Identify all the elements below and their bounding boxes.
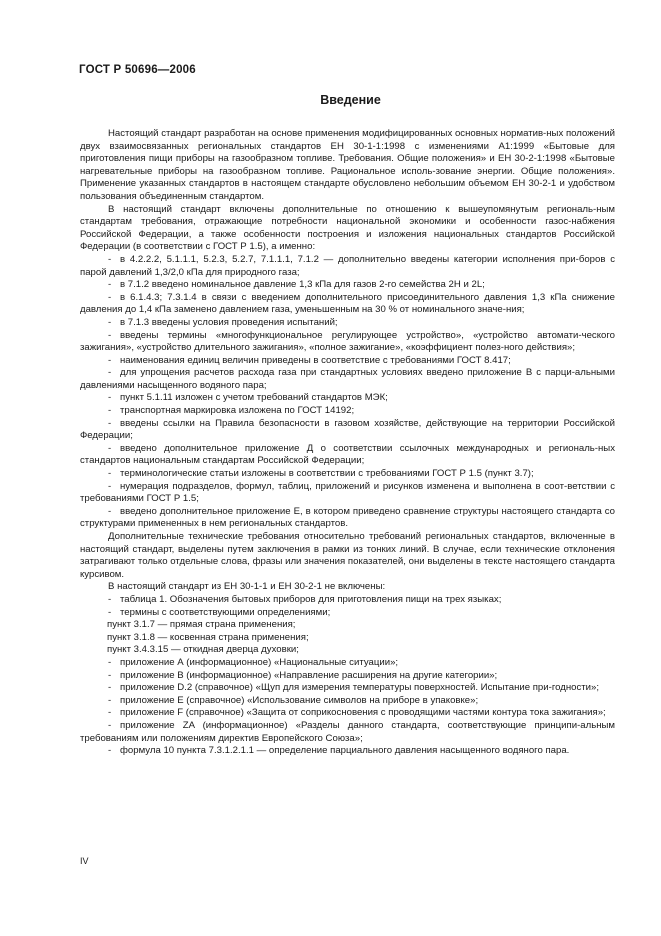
list-item-text: наименования единиц величин приведены в соответствие с требованиями ГОСТ 8.417;	[120, 354, 511, 366]
list-item	[80, 292, 615, 317]
list-dash: -	[108, 593, 112, 605]
list-item-text: таблица 1. Обозначения бытовых приборов для приготовления пищи на трех языках;	[120, 593, 502, 605]
list-item-text: приложение Е (справочное) «Использование символов на приборе в упаковке»;	[120, 694, 479, 706]
list-dash: -	[108, 480, 112, 492]
list-dash: -	[108, 745, 112, 757]
list-dash: -	[108, 405, 112, 417]
list-item	[80, 745, 615, 758]
list-item-text: в 7.1.3 введены условия проведения испытаний;	[120, 316, 338, 328]
list-item-text: пункт 5.1.11 изложен с учетом требований стандартов МЭК;	[120, 392, 388, 404]
list-dash: -	[108, 354, 112, 366]
list-item	[80, 468, 615, 481]
list-item	[80, 720, 615, 745]
list-dash: -	[108, 367, 112, 379]
list-item-text: в 7.1.2 введено номинальное давление 1,3 кПа для газов 2-го семейства 2Н и 2L;	[120, 279, 485, 291]
list-item	[80, 279, 615, 292]
list-item-text: термины с соответствующими определениями;	[120, 606, 331, 618]
list-item-text: приложение F (справочное) «Защита от соприкосновения с проводящими частями контура тока зажигания»;	[120, 707, 606, 719]
list-item	[80, 695, 615, 708]
paragraph: В настоящий стандарт включены дополнительные по отношению к вышеупомянутым региональ-ным стандартам требования, отражающие потребности национальной экономики и особенности газос-набжения Российской Федерации, а также особенности построения и изложения национальных стандартов Российской Федерации (в соответствии с ГОСТ Р 1.5), а именно:	[80, 203, 615, 253]
paragraph: В настоящий стандарт из ЕН 30-1-1 и ЕН 30-2-1 не включены:	[108, 581, 386, 593]
list-item-text: нумерация подразделов, формул, таблиц, приложений и рисунков изменена и выполнена в соот-ветствии с требованиями ГОСТ Р 1.5;	[80, 480, 615, 505]
list-item-text: в 4.2.2.2, 5.1.1.1, 5.2.3, 5.2.7, 7.1.1.1, 7.1.2 — дополнительно введены категории исполнения при-боров с парой давлений 1,3/2,0 кПа для природного газа;	[80, 253, 615, 278]
list-dash: -	[108, 656, 112, 668]
list-item	[80, 506, 615, 531]
list-dash: -	[108, 682, 112, 694]
document-body	[80, 128, 615, 758]
list-dash: -	[108, 279, 112, 291]
list-item	[80, 707, 615, 720]
list-dash: -	[108, 291, 112, 303]
list-subitem: пункт 3.4.3.15 — откидная дверца духовки;	[107, 644, 299, 656]
list-item-text: введено дополнительное приложение Д о соответствии ссылочных международных и региональ-ных стандартов национальным стандартам Российской Федерации;	[80, 442, 615, 467]
list-item	[80, 607, 615, 620]
page-number: IV	[80, 856, 89, 866]
list-item-text: введены ссылки на Правила безопасности в газовом хозяйстве, действующие на территории Российской Федерации;	[80, 417, 615, 442]
list-dash: -	[108, 707, 112, 719]
list-item	[80, 405, 615, 418]
list-item-text: введено дополнительное приложение Е, в котором приведено сравнение структуры настоящего стандарта со структурами примененных в нем региональных стандартов.	[80, 505, 615, 530]
list-item-text: приложение D.2 (справочное) «Щуп для измерения температуры поверхностей. Испытание при-годности»;	[120, 682, 600, 694]
list-item	[80, 418, 615, 443]
list-dash: -	[108, 606, 112, 618]
paragraph: Дополнительные технические требования относительно требований региональных стандартов, включенные в настоящий стандарт, выделены путем заключения в рамки из тонких линий. В случае, если технические отклонения затрагивают только отдельные слова, фразы или значения показателей, они выделены в тексте настоящего стандарта курсивом.	[80, 531, 615, 580]
document-header: ГОСТ Р 50696—2006	[79, 64, 196, 76]
list-item	[80, 367, 615, 392]
list-item-text: транспортная маркировка изложена по ГОСТ 14192;	[120, 405, 355, 417]
list-dash: -	[108, 442, 112, 454]
list-item-text: приложение В (информационное) «Направление расширения на другие категории»;	[120, 669, 498, 681]
list-dash: -	[108, 719, 112, 731]
list-item	[80, 317, 615, 330]
list-item	[80, 594, 615, 607]
list-item-text: приложение ZA (информационное) «Разделы данного стандарта, соответствующие принципи-альным требованиям или положениям директив Европейского Союза»;	[80, 719, 615, 744]
list-item-text: приложение А (информационное) «Национальные ситуации»;	[120, 656, 399, 668]
list-item	[80, 670, 615, 683]
list-item	[80, 443, 615, 468]
list-item	[80, 657, 615, 670]
section-title: Введение	[320, 93, 381, 107]
list-dash: -	[108, 316, 112, 328]
list-subitem: пункт 3.1.8 — косвенная страна применения;	[107, 631, 309, 643]
list-dash: -	[108, 468, 112, 480]
list-item	[80, 254, 615, 279]
list-item-text: терминологические статьи изложены в соответствии с требованиями ГОСТ Р 1.5 (пункт 3.7);	[120, 468, 534, 480]
list-dash: -	[108, 417, 112, 429]
paragraph: Настоящий стандарт разработан на основе применения модифицированных основных норматив-ных положений двух взаимосвязанных региональных стандартов ЕН 30-1-1:1998 с изменениями А1:1999 «Бытовые для приготовления пищи приборы на газообразном топливе. Требования. Общие положения» и ЕН 30-2-1:1998 «Бытовые нагревательные приборы на газообразном топливе. Рациональное исполь-зование энергии. Общие положения». Применение указанных стандартов в настоящем стандарте обусловлено небольшим объемом ЕН 30-2-1 и удобством пользования объединенным стандартом.	[80, 128, 615, 202]
list-dash: -	[108, 329, 112, 341]
list-subitem: пункт 3.1.7 — прямая страна применения;	[107, 619, 296, 631]
list-item-text: для упрощения расчетов расхода газа при стандартных условиях введено приложение В с парци-альными давлениями насыщенного водяного пара;	[80, 367, 615, 391]
list-item	[80, 330, 615, 355]
list-item-text: введены термины «многофункциональное регулирующее устройство», «устройство автомати-ческого зажигания», «устройство длительного зажигания», «полное зажигание», «коэффициент полез-ного действия»;	[80, 329, 615, 354]
list-item	[80, 355, 615, 368]
list-item	[80, 481, 615, 506]
list-dash: -	[108, 505, 112, 517]
list-item-text: в 6.1.4.3; 7.3.1.4 в связи с введением дополнительного присоединительного давления 1,3 кПа снижение давления до 1,4 кПа заменено давлением газа, уменьшенным на 30 % от номинального значе-ния;	[80, 291, 615, 316]
list-dash: -	[108, 694, 112, 706]
list-dash: -	[108, 253, 112, 265]
list-item	[80, 682, 615, 695]
list-dash: -	[108, 392, 112, 404]
list-item	[80, 392, 615, 405]
list-item-text: формула 10 пункта 7.3.1.2.1.1 — определение парциального давления насыщенного водяного пара.	[120, 745, 570, 757]
list-dash: -	[108, 669, 112, 681]
